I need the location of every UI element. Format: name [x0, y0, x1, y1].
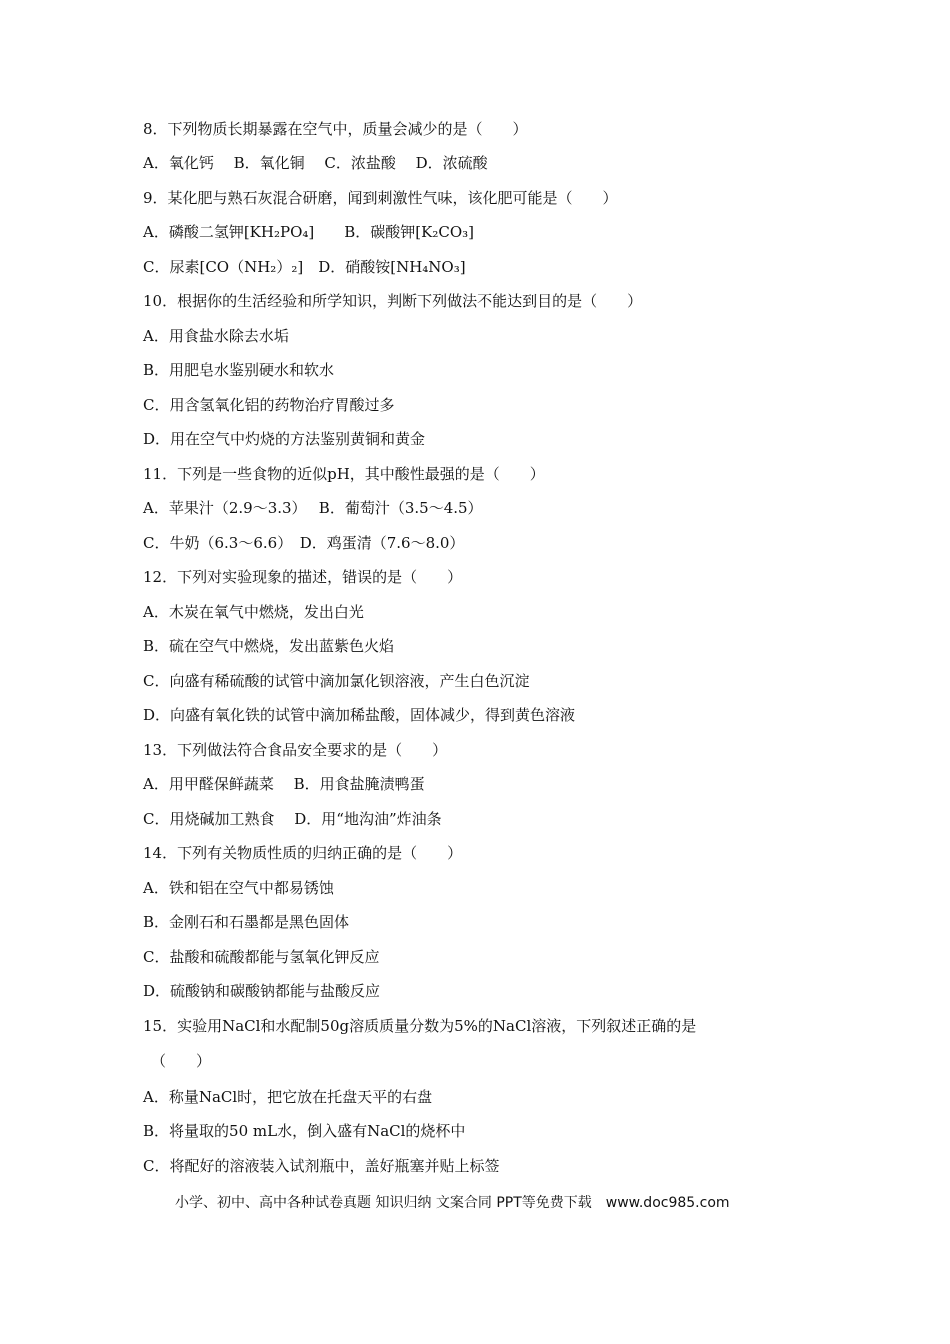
- question-12-option-b: B．硫在空气中燃烧，发出蓝紫色火焰: [143, 637, 395, 655]
- question-10-option-b: B．用肥皂水鉴别硬水和软水: [143, 361, 335, 379]
- question-13-options-cd: C．用烧碱加工熟食 D．用“地沟油”炸油条: [143, 810, 442, 828]
- question-9: 9．某化肥与熟石灰混合研磨，闻到刺激性气味，该化肥可能是（ ）: [143, 189, 618, 207]
- question-13: 13．下列做法符合食品安全要求的是（ ）: [143, 741, 448, 759]
- question-8-options: A．氧化钙 B．氧化铜 C．浓盐酸 D．浓硫酸: [143, 154, 488, 172]
- question-12-option-a: A．木炭在氧气中燃烧，发出白光: [143, 603, 364, 621]
- question-14-option-a: A．铁和铝在空气中都易锈蚀: [143, 879, 334, 897]
- question-15-option-b: B．将量取的50 mL水，倒入盛有NaCl的烧杯中: [143, 1122, 466, 1140]
- question-12: 12．下列对实验现象的描述，错误的是（ ）: [143, 568, 463, 586]
- question-13-options-ab: A．用甲醛保鲜蔬菜 B．用食盐腌渍鸭蛋: [143, 775, 425, 793]
- question-15-option-c: C．将配好的溶液装入试剂瓶中，盖好瓶塞并贴上标签: [143, 1157, 500, 1175]
- page-footer: 小学、初中、高中各种试卷真题 知识归纳 文案合同 PPT等免费下载 www.doc985.com: [175, 1195, 730, 1211]
- question-14: 14．下列有关物质性质的归纳正确的是（ ）: [143, 844, 463, 862]
- question-11-options-cd: C．牛奶（6.3～6.6） D．鸡蛋清（7.6～8.0）: [143, 534, 465, 552]
- question-15-option-a: A．称量NaCl时，把它放在托盘天平的右盘: [143, 1088, 433, 1106]
- question-10-option-d: D．用在空气中灼烧的方法鉴别黄铜和黄金: [143, 430, 426, 448]
- question-14-option-c: C．盐酸和硫酸都能与氢氧化钾反应: [143, 948, 380, 966]
- question-15: 15．实验用NaCl和水配制50g溶质质量分数为5%的NaCl溶液，下列叙述正确的是: [143, 1017, 697, 1035]
- question-14-option-d: D．硫酸钠和碳酸钠都能与盐酸反应: [143, 982, 381, 1000]
- question-8: 8．下列物质长期暴露在空气中，质量会减少的是（ ）: [143, 120, 528, 138]
- question-12-option-d: D．向盛有氧化铁的试管中滴加稀盐酸，固体减少，得到黄色溶液: [143, 706, 576, 724]
- question-10: 10．根据你的生活经验和所学知识，判断下列做法不能达到目的是（ ）: [143, 292, 643, 310]
- question-9-options-cd: C．尿素[CO（NH₂）₂] D．硝酸铵[NH₄NO₃]: [143, 258, 466, 276]
- question-10-option-a: A．用食盐水除去水垢: [143, 327, 289, 345]
- question-15-bracket: （ ）: [151, 1052, 212, 1070]
- question-11-options-ab: A．苹果汁（2.9～3.3） B．葡萄汁（3.5～4.5）: [143, 499, 483, 517]
- question-14-option-b: B．金刚石和石墨都是黑色固体: [143, 913, 350, 931]
- question-9-options-ab: A．磷酸二氢钾[KH₂PO₄] B．碳酸钾[K₂CO₃]: [143, 223, 474, 241]
- question-12-option-c: C．向盛有稀硫酸的试管中滴加氯化钡溶液，产生白色沉淀: [143, 672, 530, 690]
- question-11: 11．下列是一些食物的近似pH，其中酸性最强的是（ ）: [143, 465, 545, 483]
- question-10-option-c: C．用含氢氧化铝的药物治疗胃酸过多: [143, 396, 395, 414]
